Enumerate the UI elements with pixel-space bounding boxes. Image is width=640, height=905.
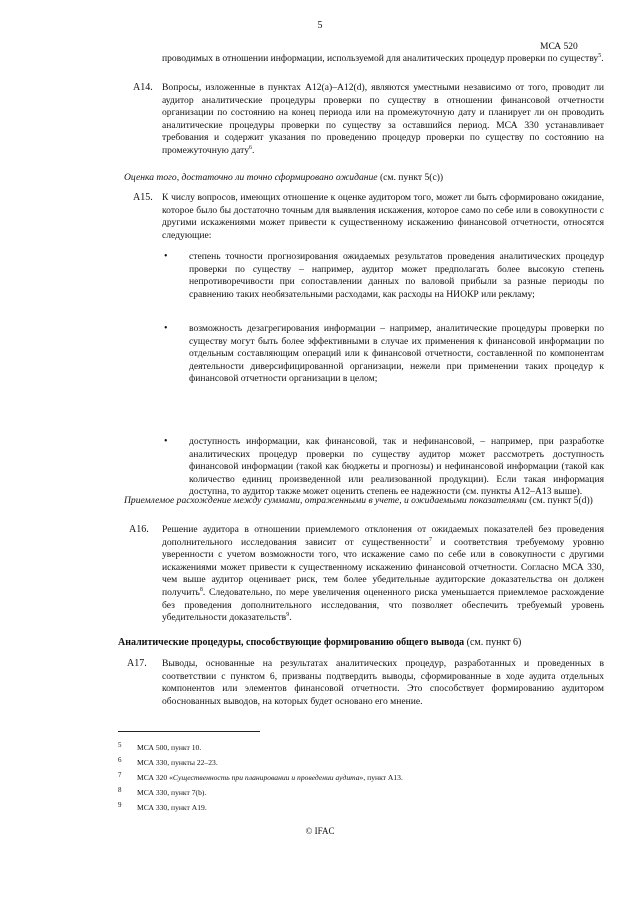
footnote-number: 5	[118, 741, 122, 749]
paragraph-number-a17: A17.	[127, 658, 147, 669]
footnote-text: МСА 330, пункты 22–23.	[137, 758, 218, 767]
footnote-separator	[118, 731, 260, 732]
copyright-footer: © IFAC	[305, 826, 335, 836]
a16-text-part3: . Следовательно, по мере увеличения оцененного риска уменьшается приемлемое расхождение без проведения дополнительного исследования, что позволяет обеспечить требуемый уровень убедительности доказательств	[162, 586, 604, 624]
paragraph-number-a15: A15.	[133, 192, 153, 203]
section-heading-overall-conclusion	[118, 637, 604, 650]
subheading-italic: Оценка того, достаточно ли точно сформировано ожидание	[124, 172, 378, 183]
document-code: МСА 520	[540, 42, 578, 52]
subheading-italic: Приемлемое расхождение между суммами, отраженными в учете, и ожидаемыми показателями	[124, 495, 527, 506]
footnote-text-post: », пункт A13.	[359, 773, 403, 782]
section-heading-bold: Аналитические процедуры, способствующие формированию общего вывода	[118, 637, 465, 648]
footnote-ref: 5	[598, 52, 602, 59]
footnote-ref: 9	[286, 611, 290, 618]
subheading-expectation-precision	[124, 172, 604, 185]
footnote-ref: 6	[249, 144, 252, 151]
footnote-text: МСА 330, пункт 7(b).	[137, 788, 207, 797]
footnote-ref: 7	[429, 536, 432, 543]
subheading-ref: (см. пункт 5(d))	[526, 495, 593, 506]
subheading-acceptable-difference	[124, 495, 604, 508]
footnote-number: 6	[118, 756, 122, 764]
footnote-number: 8	[118, 786, 122, 794]
footnote-text	[137, 773, 403, 783]
a14-text: Вопросы, изложенные в пунктах A12(a)–A12(d), являются уместными независимо от того, проводит ли аудитор аналитические процедуры проверки по существу в отношении финансовой отчетности организации по состоянию на конец периода или на промежуточную дату и планирует ли он проводить аналитические процедуры проверки по существу за оставшийся период. МСА 330 устанавливает требования и содержит указания по проведению процедур проверки по существу по состоянию на промежуточную дату	[162, 82, 604, 156]
bullet-marker: •	[164, 436, 168, 447]
footnote-text: МСА 330, пункт A19.	[137, 803, 207, 812]
continuation-paragraph: проводимых в отношении информации, используемой для аналитических процедур проверки по существу$^5$.	[162, 52, 604, 64]
footnote-number: 7	[118, 771, 122, 779]
paragraph-number-a14: A14.	[133, 82, 153, 93]
bullet-marker: •	[164, 251, 168, 262]
paragraph-a14: Вопросы, изложенные в пунктах A12(a)–A12(d), являются уместными независимо от того, проводит ли аудитор аналитические процедуры проверки по существу в отношении финансовой отчетности организации по состоянию на конец периода или на промежуточную дату и планирует ли он проводить аналитические процедуры проверки по существу за оставшийся период. МСА 330 устанавливает требования и содержит указания по проведению процедур проверки по существу по состоянию на промежуточную дату$^6$.	[162, 82, 604, 156]
bullet-item: доступность информации, как финансовой, так и нефинансовой, – например, при разработке аналитических процедур проверки по существу аудитор может рассмотреть доступность финансовой информации (такой как бюджеты и прогнозы) и нефинансовой информации (такой как количество единиц произведенной или реализованной продукции). Если такая информация доступна, то аудитор также может оценить степень ее надежности (см. пункты A12–A13 выше).	[189, 436, 604, 498]
a16-text-part2: и соответствия требуемому уровню уверенности с учетом возможности того, что искажение само по себе или в совокупности с другими искажениями может привести к существенному искажению финансовой отчетности. Согласно МСА 330, чем выше аудитор оценивает риск, тем более убедительные аудиторские доказательства он должен получить	[162, 536, 604, 598]
footnote-ref: 8	[199, 586, 203, 593]
paragraph-a16: Решение аудитора в отношении приемлемого отклонения от ожидаемых показателей без проведения дополнительного исследования зависит от существенности$^7$ и соответствия требуемому уровню уверенности с учетом возможности того, что искажение само по себе или в совокупности с другими искажениями может привести к существенному искажению финансовой отчетности. Согласно МСА 330, чем выше аудитор оценивает риск, тем более убедительные аудиторские доказательства он должен получить$^8$. Следовательно, по мере увеличения оцененного риска уменьшается приемлемое расхождение без проведения дополнительного исследования, что позволяет обеспечить требуемый уровень убедительности доказательств$^9$.	[162, 524, 604, 624]
continuation-text: проводимых в отношении информации, используемой для аналитических процедур проверки по существу	[162, 53, 599, 64]
paragraph-number-a16: A16.	[129, 524, 149, 535]
paragraph-a17: Выводы, основанные на результатах аналитических процедур, разработанных и проведенных в соответствии с пунктом 6, призваны подтвердить выводы, сформированные в ходе аудита отдельных компонентов или элементов финансовой отчетности. Это способствует формированию аудитором обоснованных выводов, на которых будет основано его мнение.	[162, 658, 604, 707]
footnote-number: 9	[118, 801, 122, 809]
bullet-item: возможность дезагрегирования информации – например, аналитические процедуры проверки по существу могут быть более эффективными в случае их применения к финансовой информации по отдельным составляющим операций или к финансовой отчетности, составленной по компонентам деятельности диверсифицированной организации, нежели при применении таких процедур к финансовой отчетности организации в целом;	[189, 323, 604, 385]
bullet-item: степень точности прогнозирования ожидаемых результатов проведения аналитических процедур проверки по существу – например, аудитор может предполагать более высокую степень непротиворечивости при сопоставлении данных по валовой прибыли за разные периоды по сравнению таких необязательными расходами, как расходы на НИОКР или рекламу;	[189, 251, 604, 300]
section-heading-ref: (см. пункт 6)	[464, 637, 522, 648]
footnote-text-pre: МСА 320 «	[137, 773, 173, 782]
bullet-marker: •	[164, 323, 168, 334]
footnote-title: Существенность при планировании и проведении аудита	[172, 773, 360, 782]
subheading-ref: (см. пункт 5(с))	[377, 172, 444, 183]
paragraph-a15: К числу вопросов, имеющих отношение к оценке аудитором того, может ли быть сформировано ожидание, которое было бы достаточно точным для выявления искажения, которое само по себе или в совокупности с другими искажениями может привести к существенному искажению финансовой отчетности, относятся следующие:	[162, 192, 604, 241]
footnote-text: МСА 500, пункт 10.	[137, 743, 202, 752]
page-number: 5	[317, 20, 323, 31]
a16-text-part1: Решение аудитора в отношении приемлемого отклонения от ожидаемых показателей без проведения дополнительного исследования зависит от существенности	[162, 524, 604, 548]
